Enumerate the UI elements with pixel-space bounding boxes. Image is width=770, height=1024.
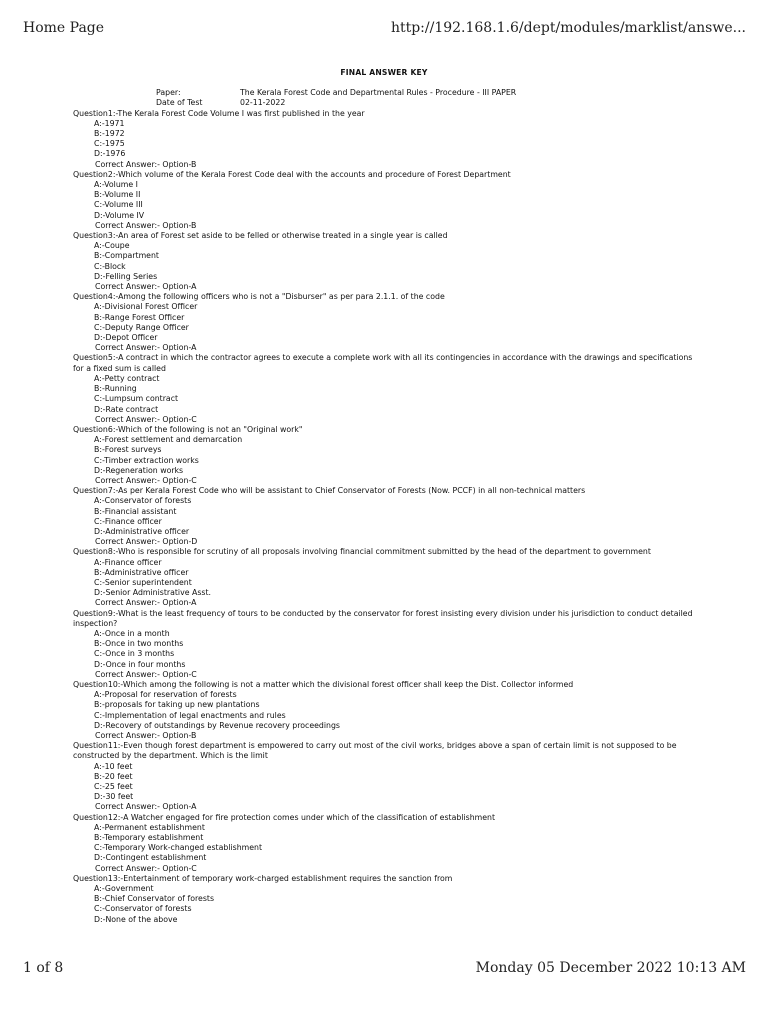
answer-option: D:-Volume IV xyxy=(94,210,145,220)
answer-option: A:-Conservator of forests xyxy=(94,496,192,506)
question-text: Question4:-Among the following officers who is not a "Disburser" as per para 2.1.1. of the code xyxy=(73,292,445,302)
question-item xyxy=(73,425,695,486)
question-item xyxy=(73,813,695,874)
question-item xyxy=(73,741,695,812)
question-item xyxy=(73,231,695,292)
correct-answer: Correct Answer:- Option-C xyxy=(95,669,197,679)
answer-option: B:-Temporary establishment xyxy=(94,833,204,843)
paper-label: Paper: xyxy=(156,88,181,98)
correct-answer: Correct Answer:- Option-A xyxy=(95,343,197,353)
answer-option: C:-Temporary Work-changed establishment xyxy=(94,843,263,853)
option-list xyxy=(94,435,695,476)
answer-option: A:-Coupe xyxy=(94,241,130,251)
question-item xyxy=(73,292,695,353)
answer-option: B:-Running xyxy=(94,384,137,394)
answer-option: C:-Once in 3 months xyxy=(94,649,175,659)
answer-option: B:-Volume II xyxy=(94,190,141,200)
answer-option: C:-Conservator of forests xyxy=(94,904,192,914)
option-list xyxy=(94,629,695,670)
header-page-title: Home Page xyxy=(23,20,105,36)
answer-option: A:-Once in a month xyxy=(94,628,170,638)
answer-option: C:-Block xyxy=(94,261,126,271)
answer-option: D:-Depot Officer xyxy=(94,333,158,343)
answer-option: A:-Divisional Forest Officer xyxy=(94,302,198,312)
option-list xyxy=(94,302,695,343)
answer-option: D:-Regeneration works xyxy=(94,465,184,475)
answer-option: A:-1971 xyxy=(94,118,125,128)
date-label: Date of Test xyxy=(156,98,203,108)
answer-option: C:-Implementation of legal enactments and rules xyxy=(94,710,286,720)
answer-option: C:-Deputy Range Officer xyxy=(94,322,189,332)
question-text: Question1:-The Kerala Forest Code Volume I was first published in the year xyxy=(73,108,365,118)
answer-option: D:-Administrative officer xyxy=(94,526,190,536)
answer-option: A:-Forest settlement and demarcation xyxy=(94,435,243,445)
answer-option: B:-Range Forest Officer xyxy=(94,312,185,322)
option-list xyxy=(94,558,695,599)
question-item xyxy=(73,109,695,170)
question-text: Question7:-As per Kerala Forest Code who will be assistant to Chief Conservator of Forests (Now. PCCF) in all non-technical matters xyxy=(73,486,586,496)
question-item xyxy=(73,680,695,741)
answer-option: D:-Felling Series xyxy=(94,271,158,281)
question-text: Question3:-An area of Forest set aside to be felled or otherwise treated in a single year is called xyxy=(73,231,448,241)
answer-option: C:-Finance officer xyxy=(94,516,162,526)
answer-option: B:-Once in two months xyxy=(94,639,184,649)
header-url: http://192.168.1.6/dept/modules/marklist/answe... xyxy=(390,20,746,36)
answer-option: D:-Rate contract xyxy=(94,404,159,414)
option-list xyxy=(94,690,695,731)
answer-option: B:-Forest surveys xyxy=(94,445,162,455)
correct-answer: Correct Answer:- Option-B xyxy=(95,159,197,169)
answer-option: C:-Senior superintendent xyxy=(94,577,192,587)
paper-value: The Kerala Forest Code and Departmental Rules - Procedure - III PAPER xyxy=(240,88,517,98)
option-list xyxy=(94,374,695,415)
option-list xyxy=(94,241,695,282)
correct-answer: Correct Answer:- Option-D xyxy=(95,537,198,547)
answer-option: B:-Administrative officer xyxy=(94,567,189,577)
option-list xyxy=(94,496,695,537)
answer-option: C:-25 feet xyxy=(94,782,133,792)
question-text: Question10:-Which among the following is not a matter which the divisional forest officer shall keep the Dist. Collector informed xyxy=(73,679,574,689)
answer-option: C:-Volume III xyxy=(94,200,143,210)
question-text: Question5:-A contract in which the contractor agrees to execute a complete work with all its contingencies in accordance with the drawings and specifications for a fixed sum is called xyxy=(73,353,693,373)
question-text: Question8:-Who is responsible for scrutiny of all proposals involving financial commitment submitted by the head of the department to government xyxy=(73,547,651,557)
answer-option: B:-1972 xyxy=(94,129,125,139)
answer-option: A:-Finance officer xyxy=(94,557,162,567)
option-list xyxy=(94,823,695,864)
question-list xyxy=(73,109,695,925)
question-item xyxy=(73,547,695,608)
answer-option: B:-Compartment xyxy=(94,251,159,261)
answer-option: B:-Chief Conservator of forests xyxy=(94,894,215,904)
correct-answer: Correct Answer:- Option-A xyxy=(95,802,197,812)
correct-answer: Correct Answer:- Option-B xyxy=(95,731,197,740)
answer-option: C:-Lumpsum contract xyxy=(94,394,179,404)
correct-answer: Correct Answer:- Option-C xyxy=(95,863,197,873)
correct-answer: Correct Answer:- Option-C xyxy=(95,475,197,485)
answer-option: D:-Senior Administrative Asst. xyxy=(94,588,211,598)
correct-answer: Correct Answer:- Option-B xyxy=(95,220,197,230)
test-meta xyxy=(156,88,695,108)
answer-option: B:-20 feet xyxy=(94,771,133,781)
date-row xyxy=(156,98,695,108)
question-item xyxy=(73,486,695,547)
question-text: Question6:-Which of the following is not an "Original work" xyxy=(73,424,303,434)
question-item xyxy=(73,170,695,231)
question-text: Question13:-Entertainment of temporary work-charged establishment requires the sanction from xyxy=(73,873,453,883)
answer-key-document xyxy=(73,68,695,925)
answer-option: A:-Volume I xyxy=(94,180,138,190)
answer-option: D:-None of the above xyxy=(94,914,178,924)
question-item xyxy=(73,609,695,680)
option-list xyxy=(94,884,695,925)
answer-option: A:-10 feet xyxy=(94,761,133,771)
answer-option: D:-Contingent establishment xyxy=(94,853,207,863)
answer-option: D:-Recovery of outstandings by Revenue recovery proceedings xyxy=(94,720,340,730)
page-number: 1 of 8 xyxy=(23,960,64,976)
answer-option: C:-1975 xyxy=(94,139,125,149)
date-value: 02-11-2022 xyxy=(240,98,286,108)
answer-option: C:-Timber extraction works xyxy=(94,455,199,465)
answer-option: A:-Government xyxy=(94,884,154,894)
correct-answer: Correct Answer:- Option-A xyxy=(95,282,197,292)
question-text: Question2:-Which volume of the Kerala Forest Code deal with the accounts and procedure of Forest Department xyxy=(73,169,511,179)
document-title: FINAL ANSWER KEY xyxy=(340,68,428,77)
answer-option: B:-proposals for taking up new plantations xyxy=(94,700,260,710)
question-text: Question9:-What is the least frequency of tours to be conducted by the conservator for forest insisting every division under his jurisdiction to conduct detailed inspection? xyxy=(73,608,693,628)
question-item xyxy=(73,353,695,424)
answer-option: D:-1976 xyxy=(94,149,126,159)
answer-option: B:-Financial assistant xyxy=(94,506,177,516)
option-list xyxy=(94,119,695,160)
answer-option: D:-Once in four months xyxy=(94,659,186,669)
option-list xyxy=(94,762,695,803)
answer-option: A:-Petty contract xyxy=(94,373,160,383)
print-timestamp: Monday 05 December 2022 10:13 AM xyxy=(475,960,746,976)
answer-option: A:-Permanent establishment xyxy=(94,822,205,832)
correct-answer: Correct Answer:- Option-C xyxy=(95,414,197,424)
answer-option: D:-30 feet xyxy=(94,792,134,802)
question-item xyxy=(73,874,695,925)
option-list xyxy=(94,180,695,221)
question-text: Question12:-A Watcher engaged for fire protection comes under which of the classification of establishment xyxy=(73,812,496,822)
answer-option: A:-Proposal for reservation of forests xyxy=(94,690,237,700)
paper-row xyxy=(156,88,695,98)
question-text: Question11:-Even though forest department is empowered to carry out most of the civil works, bridges above a span of certain limit is not supposed to be constructed by the department. Which is the limit xyxy=(73,741,677,761)
correct-answer: Correct Answer:- Option-A xyxy=(95,598,197,608)
